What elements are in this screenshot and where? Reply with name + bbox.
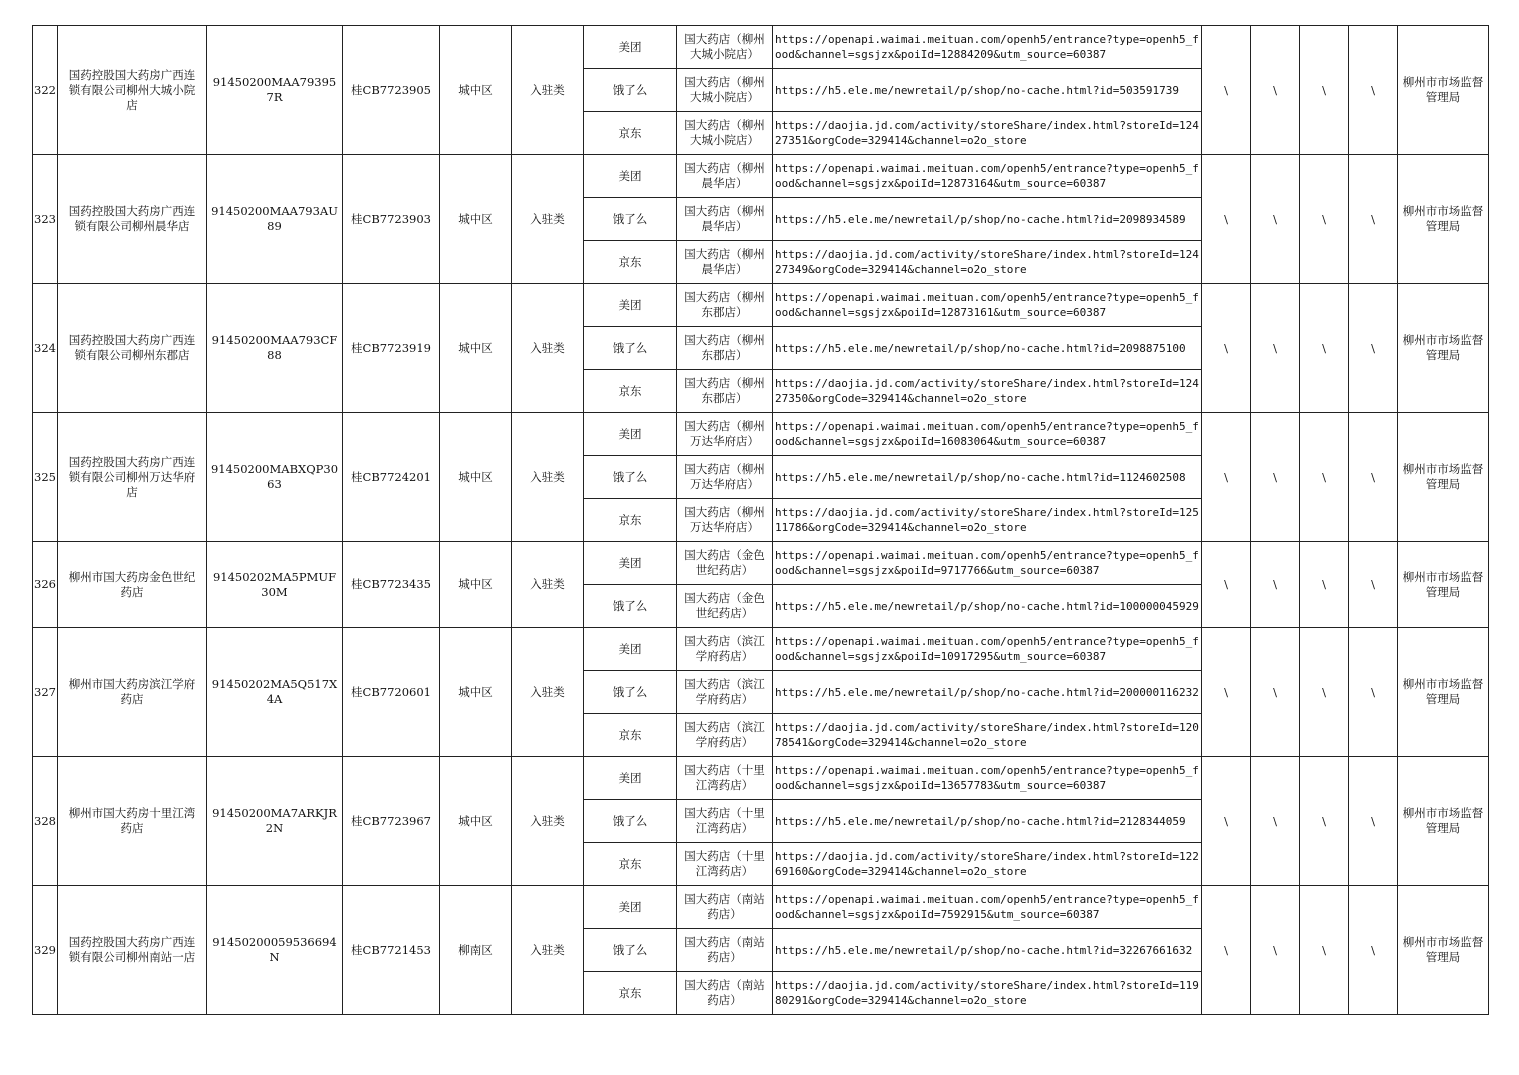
empty-field: \ <box>1300 26 1349 155</box>
store-url: https://daojia.jd.com/activity/storeShare/index.html?storeId=12511786&orgCode=329414&channel=o2o_store <box>773 499 1202 542</box>
empty-field: \ <box>1251 542 1300 628</box>
credit-code: 91450202MA5Q517X4A <box>207 628 343 757</box>
empty-field: \ <box>1251 886 1300 1015</box>
row-number: 325 <box>33 413 58 542</box>
platform-name: 京东 <box>584 843 677 886</box>
license-number: 桂CB7721453 <box>343 886 440 1015</box>
store-name: 国大药店（柳州东郡店） <box>677 284 773 327</box>
district: 城中区 <box>440 26 512 155</box>
empty-field: \ <box>1251 155 1300 284</box>
enterprise-name: 国药控股国大药房广西连锁有限公司柳州南站一店 <box>58 886 207 1015</box>
license-number: 桂CB7723435 <box>343 542 440 628</box>
table-row <box>33 628 1489 671</box>
store-url: https://openapi.waimai.meituan.com/openh5/entrance?type=openh5_food&channel=sgsjzx&poiId=16083064&utm_source=60387 <box>773 413 1202 456</box>
platform-name: 饿了么 <box>584 198 677 241</box>
store-name: 国大药店（十里江湾药店） <box>677 843 773 886</box>
table-row <box>33 757 1489 800</box>
platform-name: 饿了么 <box>584 671 677 714</box>
platform-name: 美团 <box>584 542 677 585</box>
store-url: https://daojia.jd.com/activity/storeShare/index.html?storeId=12427350&orgCode=329414&channel=o2o_store <box>773 370 1202 413</box>
district: 城中区 <box>440 628 512 757</box>
store-url: https://openapi.waimai.meituan.com/openh5/entrance?type=openh5_food&channel=sgsjzx&poiId=10917295&utm_source=60387 <box>773 628 1202 671</box>
store-url: https://openapi.waimai.meituan.com/openh5/entrance?type=openh5_food&channel=sgsjzx&poiId=12873164&utm_source=60387 <box>773 155 1202 198</box>
credit-code: 91450200MA7ARKJR2N <box>207 757 343 886</box>
table-row <box>33 413 1489 456</box>
empty-field: \ <box>1349 628 1398 757</box>
platform-name: 京东 <box>584 241 677 284</box>
district: 城中区 <box>440 542 512 628</box>
row-number: 324 <box>33 284 58 413</box>
license-number: 桂CB7723903 <box>343 155 440 284</box>
district: 城中区 <box>440 413 512 542</box>
enterprise-name: 柳州市国大药房金色世纪药店 <box>58 542 207 628</box>
store-name: 国大药店（柳州晨华店） <box>677 241 773 284</box>
enterprise-name: 国药控股国大药房广西连锁有限公司柳州大城小院店 <box>58 26 207 155</box>
platform-name: 京东 <box>584 714 677 757</box>
store-name: 国大药店（金色世纪药店） <box>677 542 773 585</box>
store-name: 国大药店（南站药店） <box>677 929 773 972</box>
store-listing-table <box>32 25 1489 1015</box>
store-name: 国大药店（柳州大城小院店） <box>677 26 773 69</box>
platform-name: 京东 <box>584 112 677 155</box>
row-number: 322 <box>33 26 58 155</box>
platform-name: 京东 <box>584 370 677 413</box>
platform-name: 美团 <box>584 284 677 327</box>
empty-field: \ <box>1349 757 1398 886</box>
platform-name: 饿了么 <box>584 585 677 628</box>
enterprise-name: 柳州市国大药房滨江学府药店 <box>58 628 207 757</box>
empty-field: \ <box>1300 155 1349 284</box>
store-url: https://daojia.jd.com/activity/storeShare/index.html?storeId=12427351&orgCode=329414&channel=o2o_store <box>773 112 1202 155</box>
empty-field: \ <box>1300 757 1349 886</box>
authority: 柳州市市场监督管理局 <box>1398 26 1489 155</box>
enterprise-name: 国药控股国大药房广西连锁有限公司柳州东郡店 <box>58 284 207 413</box>
store-url: https://h5.ele.me/newretail/p/shop/no-cache.html?id=503591739 <box>773 69 1202 112</box>
empty-field: \ <box>1300 628 1349 757</box>
empty-field: \ <box>1202 542 1251 628</box>
enterprise-name: 柳州市国大药房十里江湾药店 <box>58 757 207 886</box>
store-url: https://openapi.waimai.meituan.com/openh5/entrance?type=openh5_food&channel=sgsjzx&poiId=12884209&utm_source=60387 <box>773 26 1202 69</box>
authority: 柳州市市场监督管理局 <box>1398 413 1489 542</box>
platform-name: 美团 <box>584 26 677 69</box>
license-number: 桂CB7723919 <box>343 284 440 413</box>
category: 入驻类 <box>512 542 584 628</box>
store-url: https://h5.ele.me/newretail/p/shop/no-cache.html?id=1124602508 <box>773 456 1202 499</box>
platform-name: 饿了么 <box>584 69 677 112</box>
store-url: https://h5.ele.me/newretail/p/shop/no-cache.html?id=2098934589 <box>773 198 1202 241</box>
district: 城中区 <box>440 155 512 284</box>
platform-name: 饿了么 <box>584 456 677 499</box>
category: 入驻类 <box>512 757 584 886</box>
enterprise-name: 国药控股国大药房广西连锁有限公司柳州晨华店 <box>58 155 207 284</box>
empty-field: \ <box>1349 155 1398 284</box>
license-number: 桂CB7723905 <box>343 26 440 155</box>
store-name: 国大药店（滨江学府药店） <box>677 671 773 714</box>
store-url: https://h5.ele.me/newretail/p/shop/no-cache.html?id=2098875100 <box>773 327 1202 370</box>
authority: 柳州市市场监督管理局 <box>1398 155 1489 284</box>
platform-name: 美团 <box>584 155 677 198</box>
store-url: https://openapi.waimai.meituan.com/openh5/entrance?type=openh5_food&channel=sgsjzx&poiId=7592915&utm_source=60387 <box>773 886 1202 929</box>
table-row <box>33 284 1489 327</box>
platform-name: 美团 <box>584 413 677 456</box>
empty-field: \ <box>1349 26 1398 155</box>
store-name: 国大药店（滨江学府药店） <box>677 714 773 757</box>
empty-field: \ <box>1300 284 1349 413</box>
empty-field: \ <box>1202 284 1251 413</box>
table-row <box>33 886 1489 929</box>
table-row <box>33 542 1489 585</box>
category: 入驻类 <box>512 886 584 1015</box>
platform-name: 饿了么 <box>584 800 677 843</box>
store-name: 国大药店（柳州万达华府店） <box>677 413 773 456</box>
category: 入驻类 <box>512 413 584 542</box>
row-number: 326 <box>33 542 58 628</box>
store-name: 国大药店（柳州晨华店） <box>677 155 773 198</box>
empty-field: \ <box>1300 542 1349 628</box>
authority: 柳州市市场监督管理局 <box>1398 886 1489 1015</box>
store-name: 国大药店（南站药店） <box>677 972 773 1015</box>
empty-field: \ <box>1202 155 1251 284</box>
platform-name: 饿了么 <box>584 929 677 972</box>
license-number: 桂CB7720601 <box>343 628 440 757</box>
row-number: 328 <box>33 757 58 886</box>
store-name: 国大药店（柳州东郡店） <box>677 370 773 413</box>
store-url: https://h5.ele.me/newretail/p/shop/no-cache.html?id=100000045929 <box>773 585 1202 628</box>
credit-code: 91450202MA5PMUF30M <box>207 542 343 628</box>
empty-field: \ <box>1349 542 1398 628</box>
empty-field: \ <box>1300 886 1349 1015</box>
store-name: 国大药店（柳州大城小院店） <box>677 112 773 155</box>
authority: 柳州市市场监督管理局 <box>1398 757 1489 886</box>
store-name: 国大药店（滨江学府药店） <box>677 628 773 671</box>
empty-field: \ <box>1349 284 1398 413</box>
store-url: https://h5.ele.me/newretail/p/shop/no-cache.html?id=32267661632 <box>773 929 1202 972</box>
authority: 柳州市市场监督管理局 <box>1398 628 1489 757</box>
platform-name: 京东 <box>584 972 677 1015</box>
store-url: https://daojia.jd.com/activity/storeShare/index.html?storeId=11980291&orgCode=329414&channel=o2o_store <box>773 972 1202 1015</box>
table-row <box>33 26 1489 69</box>
credit-code: 91450200059536694N <box>207 886 343 1015</box>
empty-field: \ <box>1202 886 1251 1015</box>
store-url: https://openapi.waimai.meituan.com/openh5/entrance?type=openh5_food&channel=sgsjzx&poiId=13657783&utm_source=60387 <box>773 757 1202 800</box>
store-url: https://h5.ele.me/newretail/p/shop/no-cache.html?id=200000116232 <box>773 671 1202 714</box>
platform-name: 饿了么 <box>584 327 677 370</box>
empty-field: \ <box>1300 413 1349 542</box>
platform-name: 美团 <box>584 757 677 800</box>
empty-field: \ <box>1251 284 1300 413</box>
district: 城中区 <box>440 284 512 413</box>
enterprise-name: 国药控股国大药房广西连锁有限公司柳州万达华府店 <box>58 413 207 542</box>
store-url: https://openapi.waimai.meituan.com/openh5/entrance?type=openh5_food&channel=sgsjzx&poiId=9717766&utm_source=60387 <box>773 542 1202 585</box>
authority: 柳州市市场监督管理局 <box>1398 284 1489 413</box>
category: 入驻类 <box>512 628 584 757</box>
empty-field: \ <box>1251 628 1300 757</box>
platform-name: 京东 <box>584 499 677 542</box>
empty-field: \ <box>1202 628 1251 757</box>
row-number: 327 <box>33 628 58 757</box>
empty-field: \ <box>1251 413 1300 542</box>
store-url: https://daojia.jd.com/activity/storeShare/index.html?storeId=12269160&orgCode=329414&channel=o2o_store <box>773 843 1202 886</box>
store-url: https://daojia.jd.com/activity/storeShare/index.html?storeId=12427349&orgCode=329414&channel=o2o_store <box>773 241 1202 284</box>
credit-code: 91450200MABXQP3063 <box>207 413 343 542</box>
store-name: 国大药店（金色世纪药店） <box>677 585 773 628</box>
empty-field: \ <box>1202 413 1251 542</box>
platform-name: 美团 <box>584 628 677 671</box>
district: 城中区 <box>440 757 512 886</box>
store-name: 国大药店（柳州东郡店） <box>677 327 773 370</box>
category: 入驻类 <box>512 26 584 155</box>
authority: 柳州市市场监督管理局 <box>1398 542 1489 628</box>
store-name: 国大药店（柳州大城小院店） <box>677 69 773 112</box>
store-name: 国大药店（十里江湾药店） <box>677 800 773 843</box>
credit-code: 91450200MAA793CF88 <box>207 284 343 413</box>
license-number: 桂CB7723967 <box>343 757 440 886</box>
store-name: 国大药店（柳州万达华府店） <box>677 456 773 499</box>
table-row <box>33 155 1489 198</box>
platform-name: 美团 <box>584 886 677 929</box>
store-name: 国大药店（南站药店） <box>677 886 773 929</box>
empty-field: \ <box>1202 757 1251 886</box>
store-url: https://openapi.waimai.meituan.com/openh5/entrance?type=openh5_food&channel=sgsjzx&poiId=12873161&utm_source=60387 <box>773 284 1202 327</box>
license-number: 桂CB7724201 <box>343 413 440 542</box>
row-number: 323 <box>33 155 58 284</box>
credit-code: 91450200MAA793957R <box>207 26 343 155</box>
empty-field: \ <box>1349 886 1398 1015</box>
store-name: 国大药店（十里江湾药店） <box>677 757 773 800</box>
store-name: 国大药店（柳州晨华店） <box>677 198 773 241</box>
category: 入驻类 <box>512 284 584 413</box>
category: 入驻类 <box>512 155 584 284</box>
empty-field: \ <box>1251 757 1300 886</box>
empty-field: \ <box>1349 413 1398 542</box>
store-name: 国大药店（柳州万达华府店） <box>677 499 773 542</box>
row-number: 329 <box>33 886 58 1015</box>
table-body <box>33 26 1489 1015</box>
credit-code: 91450200MAA793AU89 <box>207 155 343 284</box>
empty-field: \ <box>1251 26 1300 155</box>
empty-field: \ <box>1202 26 1251 155</box>
store-url: https://h5.ele.me/newretail/p/shop/no-cache.html?id=2128344059 <box>773 800 1202 843</box>
district: 柳南区 <box>440 886 512 1015</box>
store-url: https://daojia.jd.com/activity/storeShare/index.html?storeId=12078541&orgCode=329414&channel=o2o_store <box>773 714 1202 757</box>
